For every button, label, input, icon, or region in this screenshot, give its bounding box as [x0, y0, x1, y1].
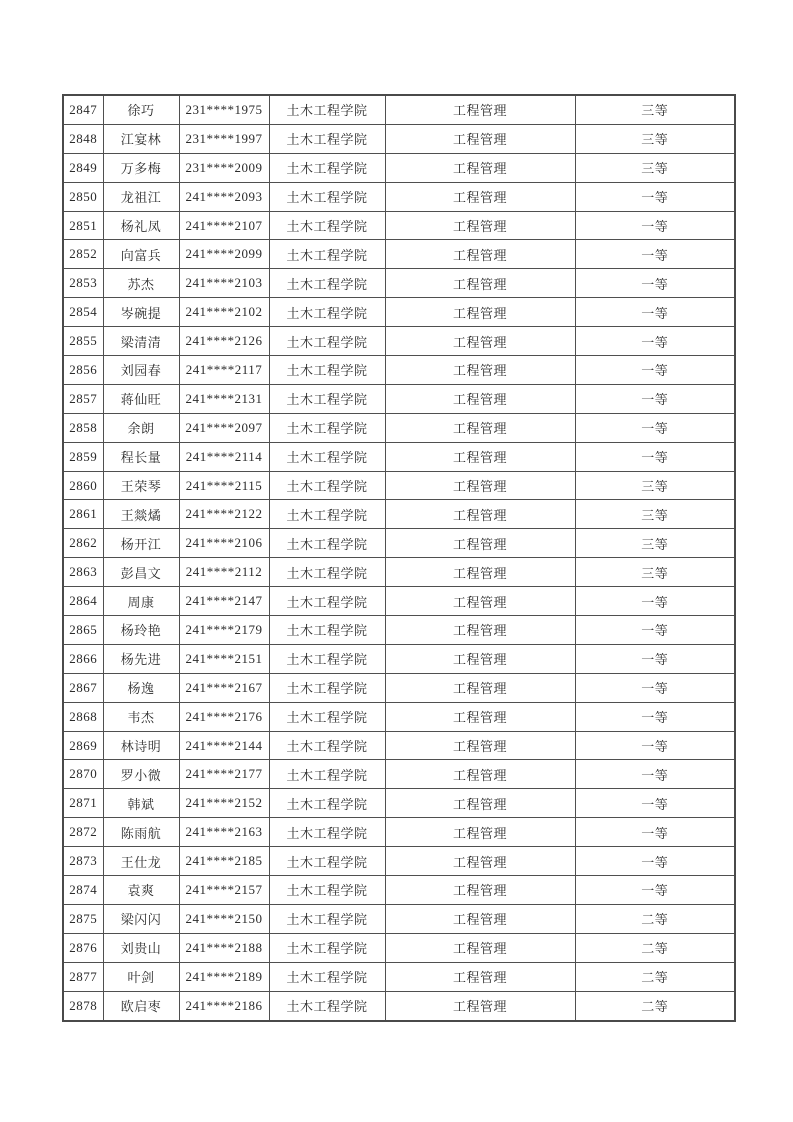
college-cell: 土木工程学院: [269, 269, 385, 298]
award-table-body: [63, 95, 735, 1021]
level-cell: 三等: [575, 471, 735, 500]
table-row: [63, 731, 735, 760]
student_no-cell: 241****2106: [179, 529, 269, 558]
college-cell: 土木工程学院: [269, 124, 385, 153]
student_no-cell: 241****2093: [179, 182, 269, 211]
student_no-cell: 231****1975: [179, 95, 269, 124]
table-row: [63, 904, 735, 933]
level-cell: 一等: [575, 269, 735, 298]
student_no-cell: 241****2167: [179, 673, 269, 702]
major-cell: 工程管理: [385, 95, 575, 124]
table-row: [63, 558, 735, 587]
table-row: [63, 124, 735, 153]
major-cell: 工程管理: [385, 904, 575, 933]
college-cell: 土木工程学院: [269, 587, 385, 616]
major-cell: 工程管理: [385, 298, 575, 327]
id-cell: 2857: [63, 384, 103, 413]
name-cell: 林诗明: [103, 731, 179, 760]
major-cell: 工程管理: [385, 124, 575, 153]
table-row: [63, 644, 735, 673]
major-cell: 工程管理: [385, 644, 575, 673]
name-cell: 陈雨航: [103, 818, 179, 847]
level-cell: 二等: [575, 962, 735, 991]
college-cell: 土木工程学院: [269, 413, 385, 442]
college-cell: 土木工程学院: [269, 442, 385, 471]
level-cell: 一等: [575, 616, 735, 645]
student_no-cell: 241****2176: [179, 702, 269, 731]
level-cell: 一等: [575, 789, 735, 818]
level-cell: 一等: [575, 673, 735, 702]
name-cell: 梁清清: [103, 327, 179, 356]
name-cell: 万多梅: [103, 153, 179, 182]
id-cell: 2869: [63, 731, 103, 760]
college-cell: 土木工程学院: [269, 529, 385, 558]
major-cell: 工程管理: [385, 442, 575, 471]
college-cell: 土木工程学院: [269, 558, 385, 587]
table-row: [63, 471, 735, 500]
major-cell: 工程管理: [385, 500, 575, 529]
name-cell: 王仕龙: [103, 847, 179, 876]
table-row: [63, 298, 735, 327]
level-cell: 二等: [575, 933, 735, 962]
table-row: [63, 962, 735, 991]
college-cell: 土木工程学院: [269, 182, 385, 211]
student_no-cell: 241****2126: [179, 327, 269, 356]
level-cell: 二等: [575, 991, 735, 1020]
name-cell: 彭昌文: [103, 558, 179, 587]
name-cell: 韩斌: [103, 789, 179, 818]
college-cell: 土木工程学院: [269, 904, 385, 933]
student_no-cell: 241****2097: [179, 413, 269, 442]
level-cell: 一等: [575, 760, 735, 789]
id-cell: 2852: [63, 240, 103, 269]
student_no-cell: 241****2114: [179, 442, 269, 471]
level-cell: 一等: [575, 644, 735, 673]
student_no-cell: 241****2186: [179, 991, 269, 1020]
major-cell: 工程管理: [385, 529, 575, 558]
name-cell: 杨先进: [103, 644, 179, 673]
student_no-cell: 231****2009: [179, 153, 269, 182]
name-cell: 苏杰: [103, 269, 179, 298]
major-cell: 工程管理: [385, 991, 575, 1020]
table-row: [63, 356, 735, 385]
college-cell: 土木工程学院: [269, 702, 385, 731]
id-cell: 2850: [63, 182, 103, 211]
level-cell: 一等: [575, 442, 735, 471]
table-row: [63, 847, 735, 876]
id-cell: 2867: [63, 673, 103, 702]
table-row: [63, 327, 735, 356]
major-cell: 工程管理: [385, 789, 575, 818]
college-cell: 土木工程学院: [269, 356, 385, 385]
major-cell: 工程管理: [385, 471, 575, 500]
table-row: [63, 991, 735, 1020]
id-cell: 2853: [63, 269, 103, 298]
table-row: [63, 413, 735, 442]
id-cell: 2862: [63, 529, 103, 558]
name-cell: 王荣琴: [103, 471, 179, 500]
college-cell: 土木工程学院: [269, 731, 385, 760]
student_no-cell: 241****2152: [179, 789, 269, 818]
major-cell: 工程管理: [385, 876, 575, 905]
college-cell: 土木工程学院: [269, 240, 385, 269]
student_no-cell: 241****2177: [179, 760, 269, 789]
college-cell: 土木工程学院: [269, 876, 385, 905]
college-cell: 土木工程学院: [269, 616, 385, 645]
level-cell: 三等: [575, 500, 735, 529]
name-cell: 罗小微: [103, 760, 179, 789]
id-cell: 2848: [63, 124, 103, 153]
table-row: [63, 95, 735, 124]
name-cell: 王燚燏: [103, 500, 179, 529]
major-cell: 工程管理: [385, 558, 575, 587]
student_no-cell: 231****1997: [179, 124, 269, 153]
student_no-cell: 241****2102: [179, 298, 269, 327]
student_no-cell: 241****2185: [179, 847, 269, 876]
major-cell: 工程管理: [385, 269, 575, 298]
major-cell: 工程管理: [385, 182, 575, 211]
name-cell: 刘园春: [103, 356, 179, 385]
table-row: [63, 616, 735, 645]
table-row: [63, 269, 735, 298]
student_no-cell: 241****2122: [179, 500, 269, 529]
level-cell: 一等: [575, 702, 735, 731]
student_no-cell: 241****2117: [179, 356, 269, 385]
name-cell: 余朗: [103, 413, 179, 442]
name-cell: 韦杰: [103, 702, 179, 731]
major-cell: 工程管理: [385, 702, 575, 731]
name-cell: 杨逸: [103, 673, 179, 702]
major-cell: 工程管理: [385, 616, 575, 645]
major-cell: 工程管理: [385, 384, 575, 413]
table-row: [63, 876, 735, 905]
major-cell: 工程管理: [385, 847, 575, 876]
level-cell: 一等: [575, 847, 735, 876]
student_no-cell: 241****2188: [179, 933, 269, 962]
major-cell: 工程管理: [385, 673, 575, 702]
major-cell: 工程管理: [385, 587, 575, 616]
student_no-cell: 241****2157: [179, 876, 269, 905]
id-cell: 2864: [63, 587, 103, 616]
id-cell: 2866: [63, 644, 103, 673]
level-cell: 三等: [575, 95, 735, 124]
college-cell: 土木工程学院: [269, 962, 385, 991]
id-cell: 2856: [63, 356, 103, 385]
id-cell: 2874: [63, 876, 103, 905]
id-cell: 2875: [63, 904, 103, 933]
id-cell: 2878: [63, 991, 103, 1020]
level-cell: 一等: [575, 384, 735, 413]
level-cell: 一等: [575, 413, 735, 442]
table-row: [63, 702, 735, 731]
level-cell: 一等: [575, 211, 735, 240]
college-cell: 土木工程学院: [269, 847, 385, 876]
name-cell: 蒋仙旺: [103, 384, 179, 413]
major-cell: 工程管理: [385, 211, 575, 240]
name-cell: 周康: [103, 587, 179, 616]
level-cell: 一等: [575, 356, 735, 385]
id-cell: 2870: [63, 760, 103, 789]
student_no-cell: 241****2099: [179, 240, 269, 269]
student_no-cell: 241****2115: [179, 471, 269, 500]
id-cell: 2872: [63, 818, 103, 847]
name-cell: 程长量: [103, 442, 179, 471]
id-cell: 2876: [63, 933, 103, 962]
name-cell: 杨玲艳: [103, 616, 179, 645]
college-cell: 土木工程学院: [269, 95, 385, 124]
student_no-cell: 241****2147: [179, 587, 269, 616]
name-cell: 徐巧: [103, 95, 179, 124]
name-cell: 梁闪闪: [103, 904, 179, 933]
id-cell: 2854: [63, 298, 103, 327]
id-cell: 2863: [63, 558, 103, 587]
level-cell: 一等: [575, 587, 735, 616]
college-cell: 土木工程学院: [269, 991, 385, 1020]
table-row: [63, 153, 735, 182]
table-row: [63, 933, 735, 962]
college-cell: 土木工程学院: [269, 644, 385, 673]
table-row: [63, 789, 735, 818]
id-cell: 2861: [63, 500, 103, 529]
level-cell: 二等: [575, 904, 735, 933]
table-row: [63, 442, 735, 471]
id-cell: 2868: [63, 702, 103, 731]
level-cell: 一等: [575, 298, 735, 327]
name-cell: 岑碗提: [103, 298, 179, 327]
name-cell: 杨开江: [103, 529, 179, 558]
level-cell: 一等: [575, 182, 735, 211]
name-cell: 江宴林: [103, 124, 179, 153]
name-cell: 龙祖江: [103, 182, 179, 211]
major-cell: 工程管理: [385, 731, 575, 760]
id-cell: 2871: [63, 789, 103, 818]
table-row: [63, 673, 735, 702]
college-cell: 土木工程学院: [269, 933, 385, 962]
student_no-cell: 241****2112: [179, 558, 269, 587]
student_no-cell: 241****2131: [179, 384, 269, 413]
major-cell: 工程管理: [385, 356, 575, 385]
major-cell: 工程管理: [385, 153, 575, 182]
id-cell: 2847: [63, 95, 103, 124]
id-cell: 2877: [63, 962, 103, 991]
table-row: [63, 240, 735, 269]
college-cell: 土木工程学院: [269, 153, 385, 182]
major-cell: 工程管理: [385, 327, 575, 356]
major-cell: 工程管理: [385, 933, 575, 962]
major-cell: 工程管理: [385, 962, 575, 991]
student_no-cell: 241****2107: [179, 211, 269, 240]
level-cell: 一等: [575, 731, 735, 760]
college-cell: 土木工程学院: [269, 673, 385, 702]
id-cell: 2865: [63, 616, 103, 645]
major-cell: 工程管理: [385, 413, 575, 442]
college-cell: 土木工程学院: [269, 789, 385, 818]
id-cell: 2858: [63, 413, 103, 442]
level-cell: 三等: [575, 153, 735, 182]
college-cell: 土木工程学院: [269, 500, 385, 529]
table-row: [63, 529, 735, 558]
college-cell: 土木工程学院: [269, 471, 385, 500]
college-cell: 土木工程学院: [269, 298, 385, 327]
id-cell: 2849: [63, 153, 103, 182]
major-cell: 工程管理: [385, 818, 575, 847]
name-cell: 袁爽: [103, 876, 179, 905]
table-row: [63, 384, 735, 413]
level-cell: 三等: [575, 124, 735, 153]
student_no-cell: 241****2179: [179, 616, 269, 645]
table-row: [63, 500, 735, 529]
college-cell: 土木工程学院: [269, 760, 385, 789]
table-row: [63, 182, 735, 211]
level-cell: 一等: [575, 818, 735, 847]
level-cell: 一等: [575, 876, 735, 905]
student_no-cell: 241****2103: [179, 269, 269, 298]
table-row: [63, 587, 735, 616]
college-cell: 土木工程学院: [269, 211, 385, 240]
id-cell: 2851: [63, 211, 103, 240]
name-cell: 叶剑: [103, 962, 179, 991]
student_no-cell: 241****2151: [179, 644, 269, 673]
id-cell: 2855: [63, 327, 103, 356]
table-row: [63, 818, 735, 847]
name-cell: 向富兵: [103, 240, 179, 269]
table-row: [63, 211, 735, 240]
major-cell: 工程管理: [385, 240, 575, 269]
table-row: [63, 760, 735, 789]
major-cell: 工程管理: [385, 760, 575, 789]
level-cell: 三等: [575, 558, 735, 587]
award-table: [62, 94, 736, 1022]
student_no-cell: 241****2189: [179, 962, 269, 991]
level-cell: 三等: [575, 529, 735, 558]
name-cell: 欧启枣: [103, 991, 179, 1020]
level-cell: 一等: [575, 327, 735, 356]
student_no-cell: 241****2150: [179, 904, 269, 933]
college-cell: 土木工程学院: [269, 818, 385, 847]
name-cell: 杨礼凤: [103, 211, 179, 240]
student_no-cell: 241****2163: [179, 818, 269, 847]
id-cell: 2860: [63, 471, 103, 500]
student_no-cell: 241****2144: [179, 731, 269, 760]
name-cell: 刘贵山: [103, 933, 179, 962]
college-cell: 土木工程学院: [269, 327, 385, 356]
college-cell: 土木工程学院: [269, 384, 385, 413]
id-cell: 2859: [63, 442, 103, 471]
level-cell: 一等: [575, 240, 735, 269]
id-cell: 2873: [63, 847, 103, 876]
